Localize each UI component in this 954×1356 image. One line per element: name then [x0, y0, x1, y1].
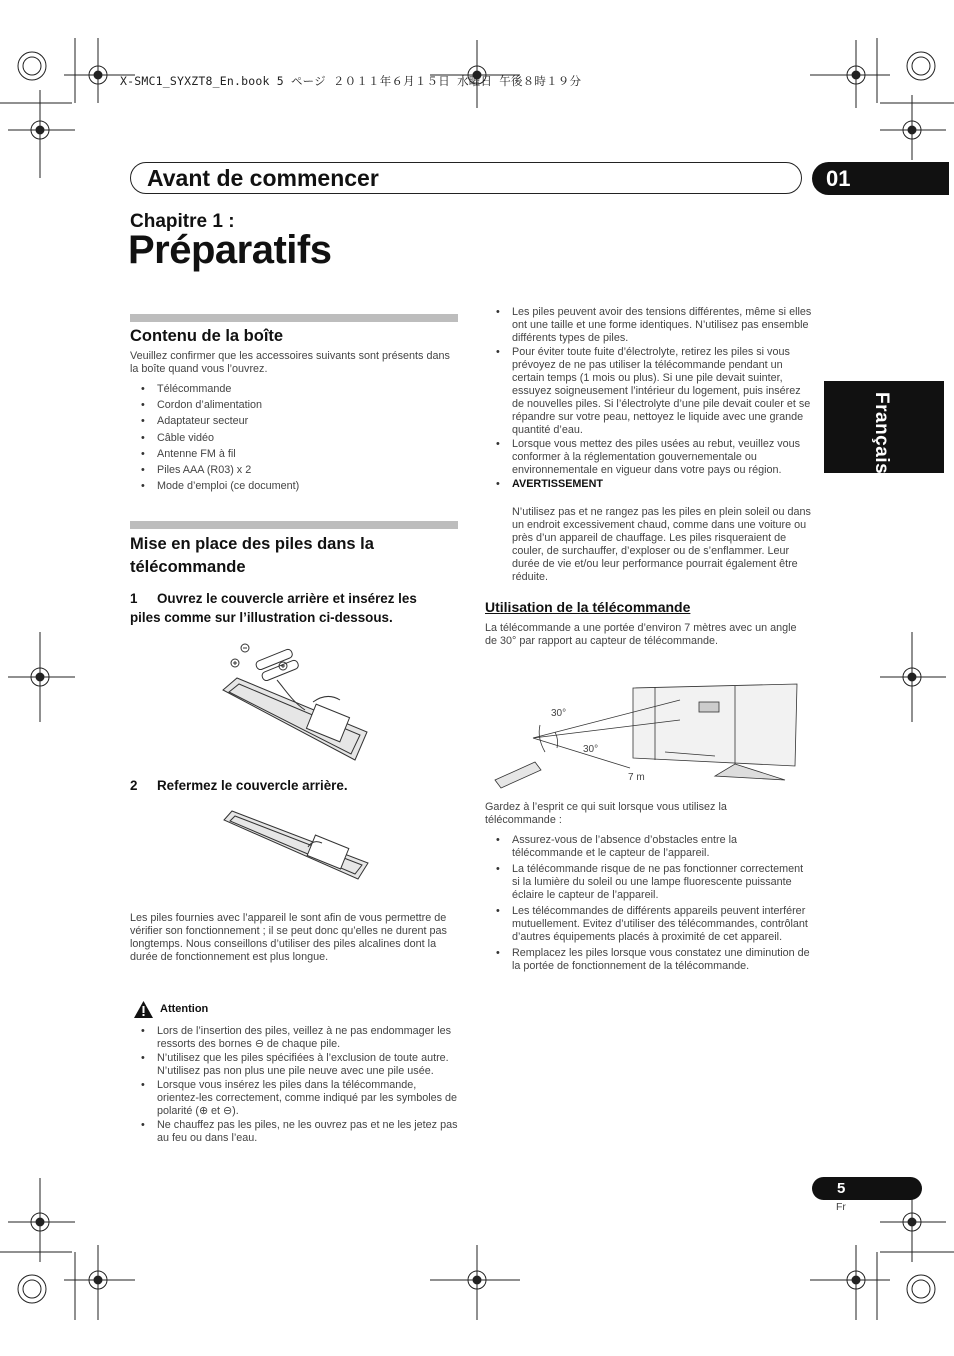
step-2-text: Refermez le couvercle arrière.: [157, 778, 348, 793]
list-item: • Les piles peuvent avoir des tensions différentes, même si elles ont une taille et une forme identiques. N’utilisez pas ensemble différents types de piles.: [485, 306, 815, 345]
list-item: • Mode d’emploi (ce document): [130, 480, 460, 493]
warning-triangle-icon: [133, 1000, 154, 1019]
list-item: • Cordon d’alimentation: [130, 399, 460, 412]
attention-list: [130, 1025, 460, 1145]
chapter-label: Chapitre 1 :: [130, 211, 235, 232]
step-number: 1: [130, 591, 138, 606]
cover-closed-illustration: [218, 805, 378, 885]
list-item: • Antenne FM à fil: [130, 448, 460, 461]
language-tab-label: Français: [871, 392, 892, 475]
step-1-text: Ouvrez le couvercle arrière et insérez les piles comme sur l’illustration ci-dessous.: [130, 591, 417, 625]
attention-label: Attention: [160, 1003, 209, 1015]
list-item: • Les télécommandes de différents appareils peuvent interférer mutuellement. Evitez d’utiliser des télécommandes, contrôlant d’autres équipements placés à proximité de cet appareil.: [485, 905, 810, 944]
section-rule: [130, 314, 458, 322]
list-item: • Assurez-vous de l’absence d’obstacles entre la télécommande et le capteur de l’appareil.: [485, 834, 810, 860]
box-contents-list: [130, 383, 460, 493]
section-title: Avant de commencer: [147, 165, 379, 191]
list-item: • Lors de l’insertion des piles, veillez à ne pas endommager les ressorts des bornes ⊖ de chaque pile.: [130, 1025, 460, 1051]
remote-range-diagram: [485, 680, 805, 790]
distance-label: 7 m: [628, 772, 645, 783]
chapter-title: Préparatifs: [128, 228, 332, 272]
list-item: • La télécommande risque de ne pas fonctionner correctement si la lumière du soleil ou une lampe fluorescente puissante éclaire le capteur de l’appareil.: [485, 863, 810, 902]
remote-use-list: [485, 834, 810, 973]
angle-label-top: 30°: [551, 708, 567, 719]
list-item: • Remplacez les piles lorsque vous constatez une diminution de la portée de fonctionnement de la télécommande.: [485, 947, 810, 973]
print-file-info: X-SMC1_SYXZT8_En.book 5 ページ ２０１１年６月１５日 水曜日 午後８時１９分: [120, 74, 582, 88]
list-item: • Ne chauffez pas les piles, ne les ouvrez pas et ne les jetez pas au feu ou dans l’eau.: [130, 1119, 460, 1145]
step-number: 2: [130, 778, 138, 793]
list-item: • Piles AAA (R03) x 2: [130, 464, 460, 477]
box-contents-heading: Contenu de la boîte: [130, 327, 284, 345]
page-number: 5: [837, 1180, 846, 1197]
list-item: • Télécommande: [130, 383, 460, 396]
section-rule: [130, 521, 458, 529]
page-language-code: Fr: [836, 1201, 846, 1213]
list-item: • N’utilisez que les piles spécifiées à l’exclusion de toute autre. N’utilisez pas non plus une pile neuve avec une pile usée.: [130, 1052, 460, 1078]
battery-tips-list: [485, 306, 815, 491]
list-item: • Lorsque vous mettez des piles usées au rebut, veuillez vous conformer à la réglementation gouvernementale ou environnementale en vigueur dans votre pays ou région.: [485, 438, 815, 477]
list-item: [485, 478, 815, 491]
list-item: • Pour éviter toute fuite d’électrolyte, retirez les piles si vous prévoyez de ne pas utiliser la télécommande pendant un certain temps (1 mois ou plus). Si une pile devait suinter, essuyez soigneusement l’intérieur du logement, puis insérez de nouvelles piles. Si l’électrolyte d’une pile devait couler et se répandre sur votre peau, nettoyez le liquide avec une grande quantité d’eau.: [485, 346, 815, 437]
battery-insertion-illustration: [215, 640, 375, 765]
list-item: • Lorsque vous insérez les piles dans la télécommande, orientez-les correctement, comme indiqué par les symboles de polarité (⊕ et ⊖).: [130, 1079, 460, 1118]
warning-title: AVERTISSEMENT: [512, 478, 603, 490]
angle-label-bottom: 30°: [583, 744, 599, 755]
chapter-number: 01: [826, 166, 851, 191]
remote-use-keep-in-mind: Gardez à l’esprit ce qui suit lorsque vous utilisez la télécommande :: [485, 801, 727, 826]
list-item: • Adaptateur secteur: [130, 415, 460, 428]
box-contents-intro: Veuillez confirmer que les accessoires suivants sont présents dans la boîte quand vous l’ouvrez.: [130, 350, 450, 375]
batteries-heading: Mise en place des piles dans la télécommande: [130, 535, 374, 576]
page-number-pill: [812, 1177, 922, 1200]
warning-text: N’utilisez pas et ne rangez pas les piles en plein soleil ou dans un endroit excessivement chaud, comme dans une voiture ou près d’un appareil de chauffage. Les piles risqueraient de couler, de surchauffer, d’exploser ou de s’enflammer. Leur durée de vie et/ou leur performance pourrait également être réduite.: [512, 506, 811, 583]
remote-use-heading: Utilisation de la télécommande: [485, 599, 691, 615]
list-item: • Câble vidéo: [130, 432, 460, 445]
battery-note: Les piles fournies avec l’appareil le sont afin de vous permettre de vérifier son fonctionnement ; il se peut donc qu’elles ne durent pas longtemps. Nous conseillons d’utiliser des piles alcalines dont la durée de fonctionnement est plus longue.: [130, 912, 447, 963]
remote-use-intro: La télécommande a une portée d’environ 7 mètres avec un angle de 30° par rapport au capteur de télécommande.: [485, 622, 797, 647]
